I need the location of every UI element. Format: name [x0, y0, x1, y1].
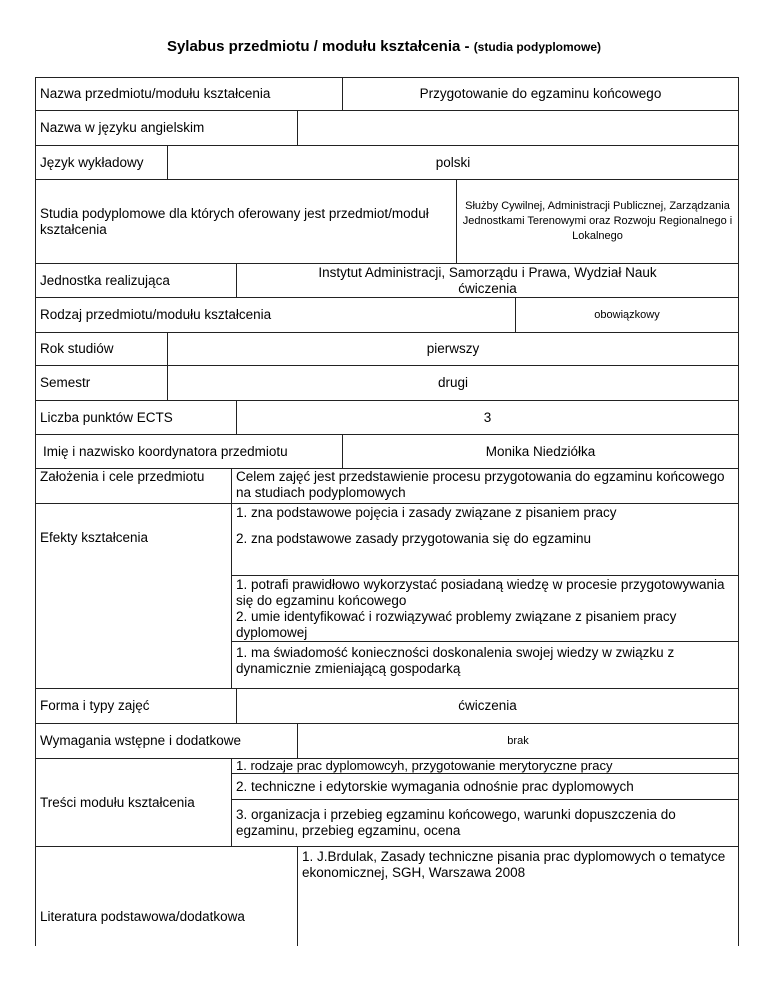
efekty-umiejetnosci-1: 1. potrafi prawidłowo wykorzystać posiadaną wiedzę w procesie przygotowywania się do egzaminu końcowego: [236, 577, 725, 608]
value-efekty-wiedza: [231, 503, 739, 576]
efekty-umiejetnosci-2: 2. umie identyfikować i rozwiązywać problemy związane z pisaniem pracy dyplomowej: [236, 609, 677, 640]
value-rok: pierwszy: [167, 332, 739, 366]
label-semestr: Semestr: [35, 365, 169, 401]
value-semestr: drugi: [167, 365, 739, 401]
label-jezyk: Język wykładowy: [35, 145, 169, 180]
tresci-item-3: 3. organizacja i przebieg egzaminu końcowego, warunki dopuszczenia do egzaminu, przebieg egzaminu, ocena: [231, 799, 739, 847]
label-forma: Forma i typy zajęć: [35, 688, 238, 724]
value-studia: Służby Cywilnej, Administracji Publicznej, Zarządzania Jednostkami Terenowymi oraz Rozwoju Regionalnego i Lokalnego: [456, 179, 739, 264]
label-zalozenia: Założenia i cele przedmiotu: [35, 468, 233, 504]
value-literatura: 1. J.Brdulak, Zasady techniczne pisania prac dyplomowych o tematyce ekonomicznej, SGH, Warszawa 2008: [297, 846, 739, 946]
value-koordynator: Monika Niedziółka: [342, 434, 739, 469]
label-studia: Studia podyplomowe dla których oferowany jest przedmiot/moduł kształcenia: [35, 179, 458, 264]
label-jednostka: Jednostka realizująca: [35, 263, 238, 298]
efekty-wiedza-2: 2. zna podstawowe zasady przygotowania się do egzaminu: [236, 531, 591, 546]
title-main: Sylabus przedmiotu / modułu kształcenia -: [166, 38, 474, 55]
tresci-item-1: 1. rodzaje prac dyplomowcyh, przygotowanie merytoryczne pracy: [231, 758, 739, 774]
label-rok: Rok studiów: [35, 332, 169, 366]
value-zalozenia: Celem zajęć jest przedstawienie procesu przygotowania do egzaminu końcowego na studiach podyplomowych: [231, 468, 739, 504]
value-ects: 3: [236, 400, 739, 435]
value-efekty-umiejetnosci: [231, 575, 739, 642]
value-ang: [297, 110, 739, 146]
label-ang: Nazwa w języku angielskim: [35, 110, 299, 146]
title-sub: (studia podyplomowe): [473, 40, 602, 54]
tresci-item-2: 2. techniczne i edytorskie wymagania odnośnie prac dyplomowych: [231, 773, 739, 800]
value-jezyk: polski: [167, 145, 739, 180]
page-title: [0, 38, 768, 55]
jednostka-line2: ćwiczenia: [458, 280, 517, 296]
label-rodzaj: Rodzaj przedmiotu/modułu kształcenia: [35, 297, 517, 333]
label-efekty: Efekty kształcenia: [35, 503, 233, 689]
value-rodzaj: obowiązkowy: [515, 297, 739, 333]
value-efekty-kompetencje: 1. ma świadomość konieczności doskonalenia swojej wiedzy w związku z dynamicznie zmieniającą gospodarką: [231, 641, 739, 689]
label-koordynator: Imię i nazwisko koordynatora przedmiotu: [35, 434, 344, 469]
value-nazwa: Przygotowanie do egzaminu końcowego: [342, 77, 739, 111]
value-jednostka: [236, 263, 739, 298]
value-wymagania: brak: [297, 723, 739, 759]
value-forma: ćwiczenia: [236, 688, 739, 724]
label-ects: Liczba punktów ECTS: [35, 400, 238, 435]
efekty-wiedza-1: 1. zna podstawowe pojęcia i zasady związane z pisaniem pracy: [236, 505, 617, 520]
label-tresci: Treści modułu kształcenia: [35, 758, 233, 847]
jednostka-line1: Instytut Administracji, Samorządu i Prawa, Wydział Nauk: [318, 264, 657, 280]
label-wymagania: Wymagania wstępne i dodatkowe: [35, 723, 299, 759]
label-literatura: Literatura podstawowa/dodatkowa: [35, 846, 299, 946]
label-nazwa: Nazwa przedmiotu/modułu kształcenia: [35, 77, 344, 111]
